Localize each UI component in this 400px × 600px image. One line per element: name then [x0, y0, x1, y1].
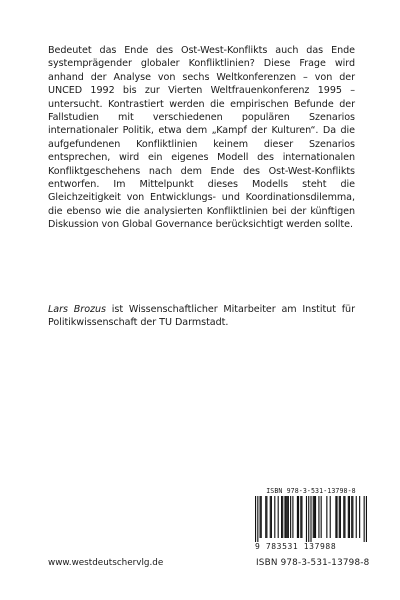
author-name: Lars Brozus: [48, 304, 106, 315]
barcode-bar: [321, 496, 322, 538]
barcode-bar: [282, 496, 283, 538]
barcode-bar: [343, 496, 344, 538]
barcode-bar: [274, 496, 275, 538]
barcode-bar: [318, 496, 319, 538]
barcode-bar: [315, 496, 316, 538]
barcode-bar: [300, 496, 301, 538]
barcode-bar: [298, 496, 299, 538]
barcode-bar: [281, 496, 282, 538]
barcode-bar: [266, 496, 267, 538]
barcode-bar: [255, 496, 256, 542]
barcode-block: [255, 487, 367, 551]
barcode-bar: [278, 496, 279, 538]
barcode-bar: [348, 496, 349, 538]
barcode-bar: [265, 496, 266, 538]
author-description: ist Wissenschaftlicher Mitarbeiter am Institut für Politikwissenschaft der TU Darmstadt.: [48, 304, 355, 329]
barcode-bar: [349, 496, 350, 538]
barcode-bar: [351, 496, 352, 538]
barcode-bar: [290, 496, 291, 538]
barcode-bar: [260, 496, 261, 538]
barcode-digits: 9 783531 137988: [255, 542, 337, 551]
barcode-bar: [310, 496, 311, 542]
barcode-bar: [306, 496, 307, 542]
barcode-bar: [366, 496, 367, 542]
barcode-bar: [286, 496, 287, 538]
barcode-isbn-label: ISBN 978-3-531-13798-8: [266, 487, 356, 495]
barcode-bar: [271, 496, 272, 538]
barcode-bar: [364, 496, 365, 542]
barcode-bar: [284, 496, 285, 538]
barcode-bar: [326, 496, 327, 538]
barcode-bar: [261, 496, 262, 538]
author-note: [48, 303, 355, 330]
barcode-bar: [344, 496, 345, 538]
barcode-bar: [352, 496, 353, 538]
barcode-bar: [292, 496, 293, 538]
barcode-image: [255, 496, 367, 542]
barcode-bar: [339, 496, 340, 538]
barcode-bar: [287, 496, 288, 538]
barcode-bar: [340, 496, 341, 538]
barcode-bar: [288, 496, 289, 538]
barcode-bar: [314, 496, 315, 538]
blurb-text: Bedeutet das Ende des Ost-West-Konflikts auch das Ende systemprägender globaler Konfliktlinien? Diese Frage wird anhand der Analyse von sechs Weltkonferenzen – von der UNCED 1992 bis zur Vierten Weltfrauenkonferenz 1995 – untersucht. Kontrastiert werden die empirischen Befunde der Fallstudien mit verschiedenen populären Szenarios internationaler Politik, etwa dem „Kampf der Kulturen“. Da die aufgefundenen Konfliktlinien keinem dieser Szenarios entsprechen, wird ein eigenes Modell des internationalen Konfliktgeschehens nach dem Ende des Ost-West-Konflikts entworfen. Im Mittelpunkt dieses Modells steht die Gleichzeitigkeit von Entwicklungs- und Koordinationsdilemma, die ebenso wie die analysierten Konfliktlinien bei der künftigen Diskussion von Global Governance berücksichtigt werden sollte.: [48, 45, 355, 231]
barcode-bar: [270, 496, 271, 538]
barcode-bar: [356, 496, 357, 538]
barcode-bar: [335, 496, 336, 538]
barcode-bar: [313, 496, 314, 538]
barcode-bar: [330, 496, 331, 538]
isbn-footer: ISBN 978-3-531-13798-8: [256, 558, 370, 568]
barcode-bar: [359, 496, 360, 538]
publisher-url[interactable]: www.westdeutschervlg.de: [48, 558, 164, 568]
barcode-bar: [257, 496, 258, 542]
barcode-bar: [297, 496, 298, 538]
barcode-bar: [336, 496, 337, 538]
barcode-bar: [301, 496, 302, 538]
barcode-bar: [308, 496, 309, 542]
